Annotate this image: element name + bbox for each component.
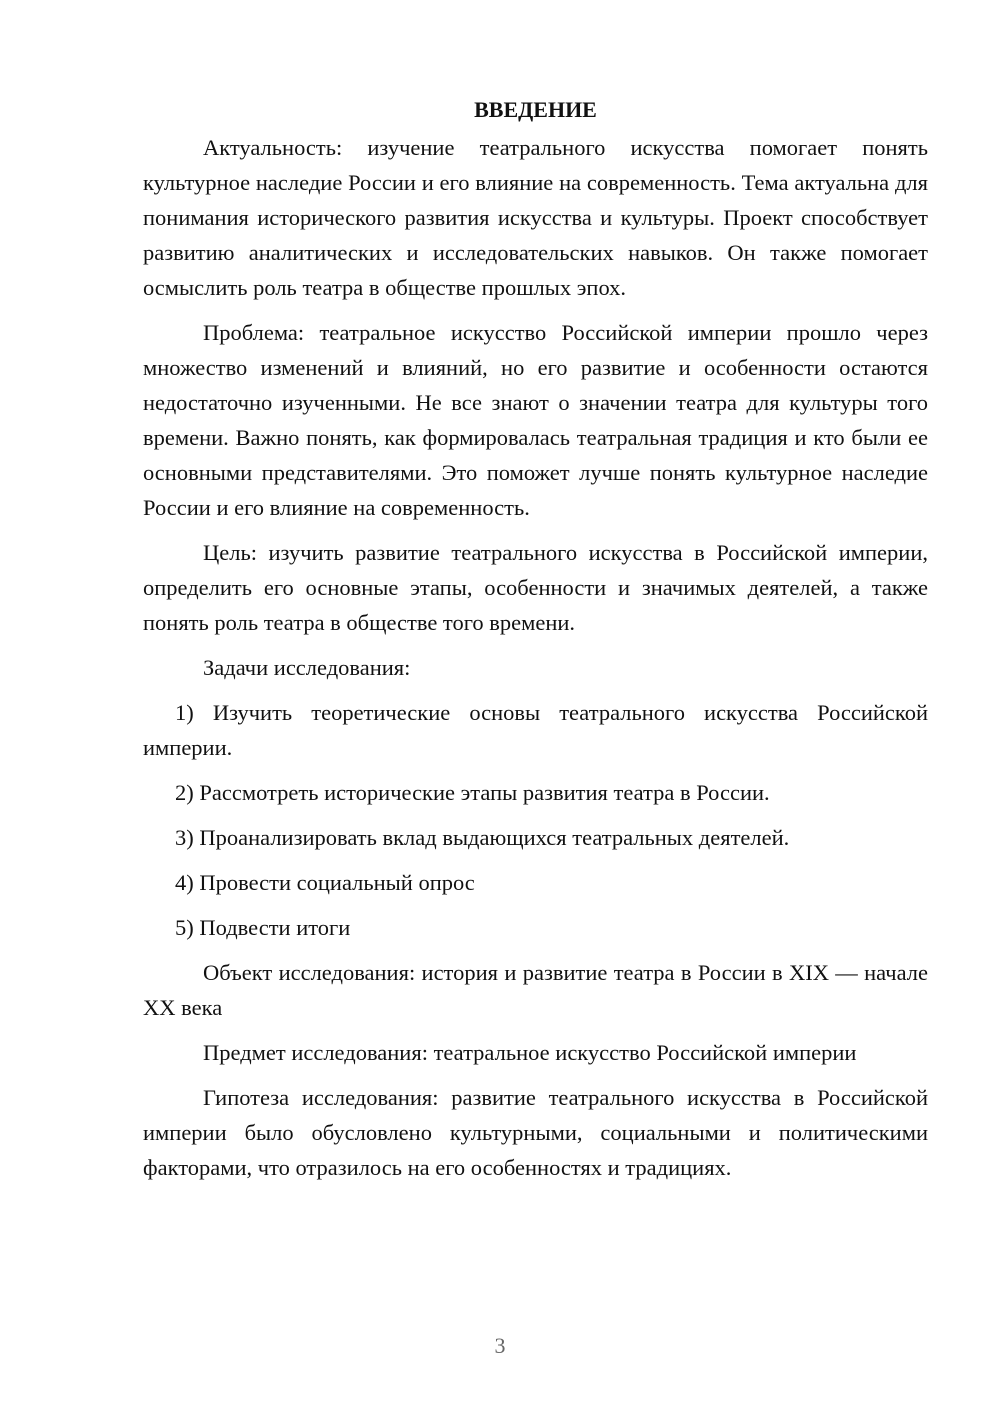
task-list-item: 5) Подвести итоги [175, 915, 351, 940]
page-number: 3 [494, 1333, 506, 1358]
research-subject-paragraph: Предмет исследования: театральное искусство Российской империи [203, 1040, 857, 1065]
relevance-paragraph: Актуальность: изучение театрального искусства помогает понять культурное наследие России и его влияние на современность. Тема актуальна для понимания исторического развития искусства и культуры. Проект способствует развитию аналитических и исследовательских навыков. Он также помогает осмыслить роль театра в обществе прошлых эпох. [143, 135, 928, 300]
research-object-paragraph: Объект исследования: история и развитие театра в России в XIX — начале XX века [143, 960, 928, 1020]
goal-paragraph: Цель: изучить развитие театрального искусства в Российской империи, определить его основные этапы, особенности и значимых деятелей, а также понять роль театра в обществе того времени. [143, 540, 928, 635]
task-list-item: 2) Рассмотреть исторические этапы развития театра в России. [175, 780, 770, 805]
problem-paragraph: Проблема: театральное искусство Российской империи прошло через множество изменений и влияний, но его развитие и особенности остаются недостаточно изученными. Не все знают о значении театра для культуры того времени. Важно понять, как формировалась театральная традиция и кто были ее основными представителями. Это поможет лучше понять культурное наследие России и его влияние на современность. [143, 320, 928, 520]
section-title: ВВЕДЕНИЕ [474, 97, 597, 122]
page-content [143, 92, 928, 1185]
task-list-item: 4) Провести социальный опрос [175, 870, 475, 895]
task-list-item: 1) Изучить теоретические основы театрального искусства Российской империи. [143, 700, 928, 760]
hypothesis-paragraph: Гипотеза исследования: развитие театрального искусства в Российской империи было обусловлено культурными, социальными и политическими факторами, что отразилось на его особенностях и традициях. [143, 1085, 928, 1180]
tasks-heading: Задачи исследования: [203, 655, 411, 680]
task-list-item: 3) Проанализировать вклад выдающихся театральных деятелей. [175, 825, 790, 850]
